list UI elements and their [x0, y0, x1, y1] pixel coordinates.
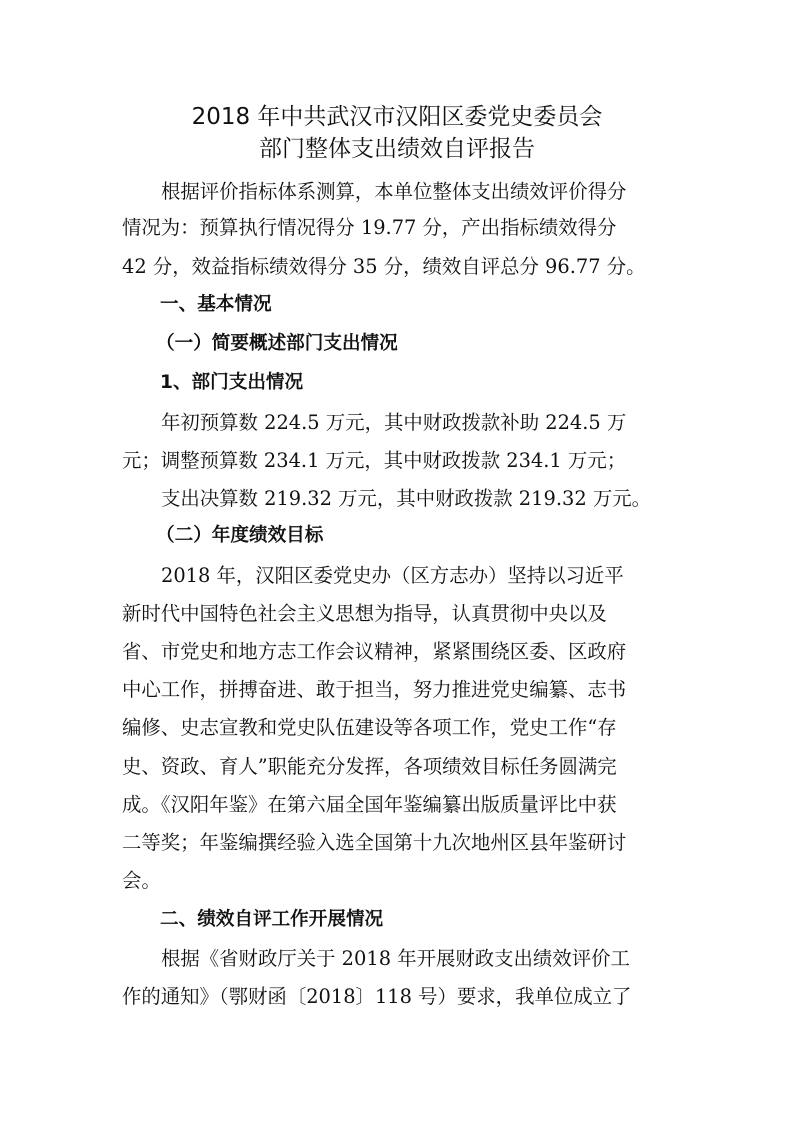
section-heading-self-evaluation: 二、绩效自评工作开展情况	[160, 909, 384, 930]
goal-line-2: 新时代中国特色社会主义思想为指导，认真贯彻中央以及	[122, 602, 607, 625]
budget-line-3: 支出决算数 219.32 万元，其中财政拨款 219.32 万元。	[161, 487, 651, 510]
summary-line-2: 情况为：预算执行情况得分 19.77 分，产出指标绩效得分	[122, 216, 617, 239]
goal-line-4: 中心工作，拼搏奋进、敢于担当，努力推进党史编纂、志书	[122, 678, 627, 701]
item-heading-department-expenditure: 1、部门支出情况	[160, 372, 304, 393]
goal-line-3: 省、市党史和地方志工作会议精神，紧紧围绕区委、区政府	[122, 640, 627, 663]
goal-line-8: 二等奖；年鉴编撰经验入选全国第十九次地州区县年鉴研讨	[122, 831, 627, 854]
section2-line-2: 作的通知》（鄂财函〔2018〕118 号）要求，我单位成立了	[122, 985, 632, 1008]
section2-line-1: 根据《省财政厅关于 2018 年开展财政支出绩效评价工	[161, 947, 630, 970]
goal-line-1: 2018 年，汉阳区委党史办（区方志办）坚持以习近平	[161, 564, 624, 587]
section-heading-basic-info: 一、基本情况	[160, 294, 272, 315]
report-title-line-2: 部门整体支出绩效自评报告	[259, 136, 535, 162]
report-title-line-1: 2018 年中共武汉市汉阳区委党史委员会	[191, 104, 603, 130]
goal-line-7: 成。《汉阳年鉴》在第六届全国年鉴编纂出版质量评比中获	[122, 793, 617, 816]
budget-line-1: 年初预算数 224.5 万元，其中财政拨款补助 224.5 万	[161, 411, 627, 434]
goal-line-5: 编修、史志宣教和党史队伍建设等各项工作，党史工作“存	[122, 716, 617, 739]
summary-line-1: 根据评价指标体系测算，本单位整体支出绩效评价得分	[161, 180, 627, 203]
subsection-heading-expenditure-overview: （一）简要概述部门支出情况	[156, 333, 398, 354]
goal-line-6: 史、资政、育人”职能充分发挥，各项绩效目标任务圆满完	[122, 755, 617, 778]
subsection-heading-annual-goals: （二）年度绩效目标	[156, 525, 324, 546]
budget-line-2: 元；调整预算数 234.1 万元，其中财政拨款 234.1 万元；	[122, 449, 627, 472]
goal-line-9: 会。	[122, 869, 161, 892]
summary-line-3: 42 分，效益指标绩效得分 35 分，绩效自评总分 96.77 分。	[122, 255, 646, 278]
